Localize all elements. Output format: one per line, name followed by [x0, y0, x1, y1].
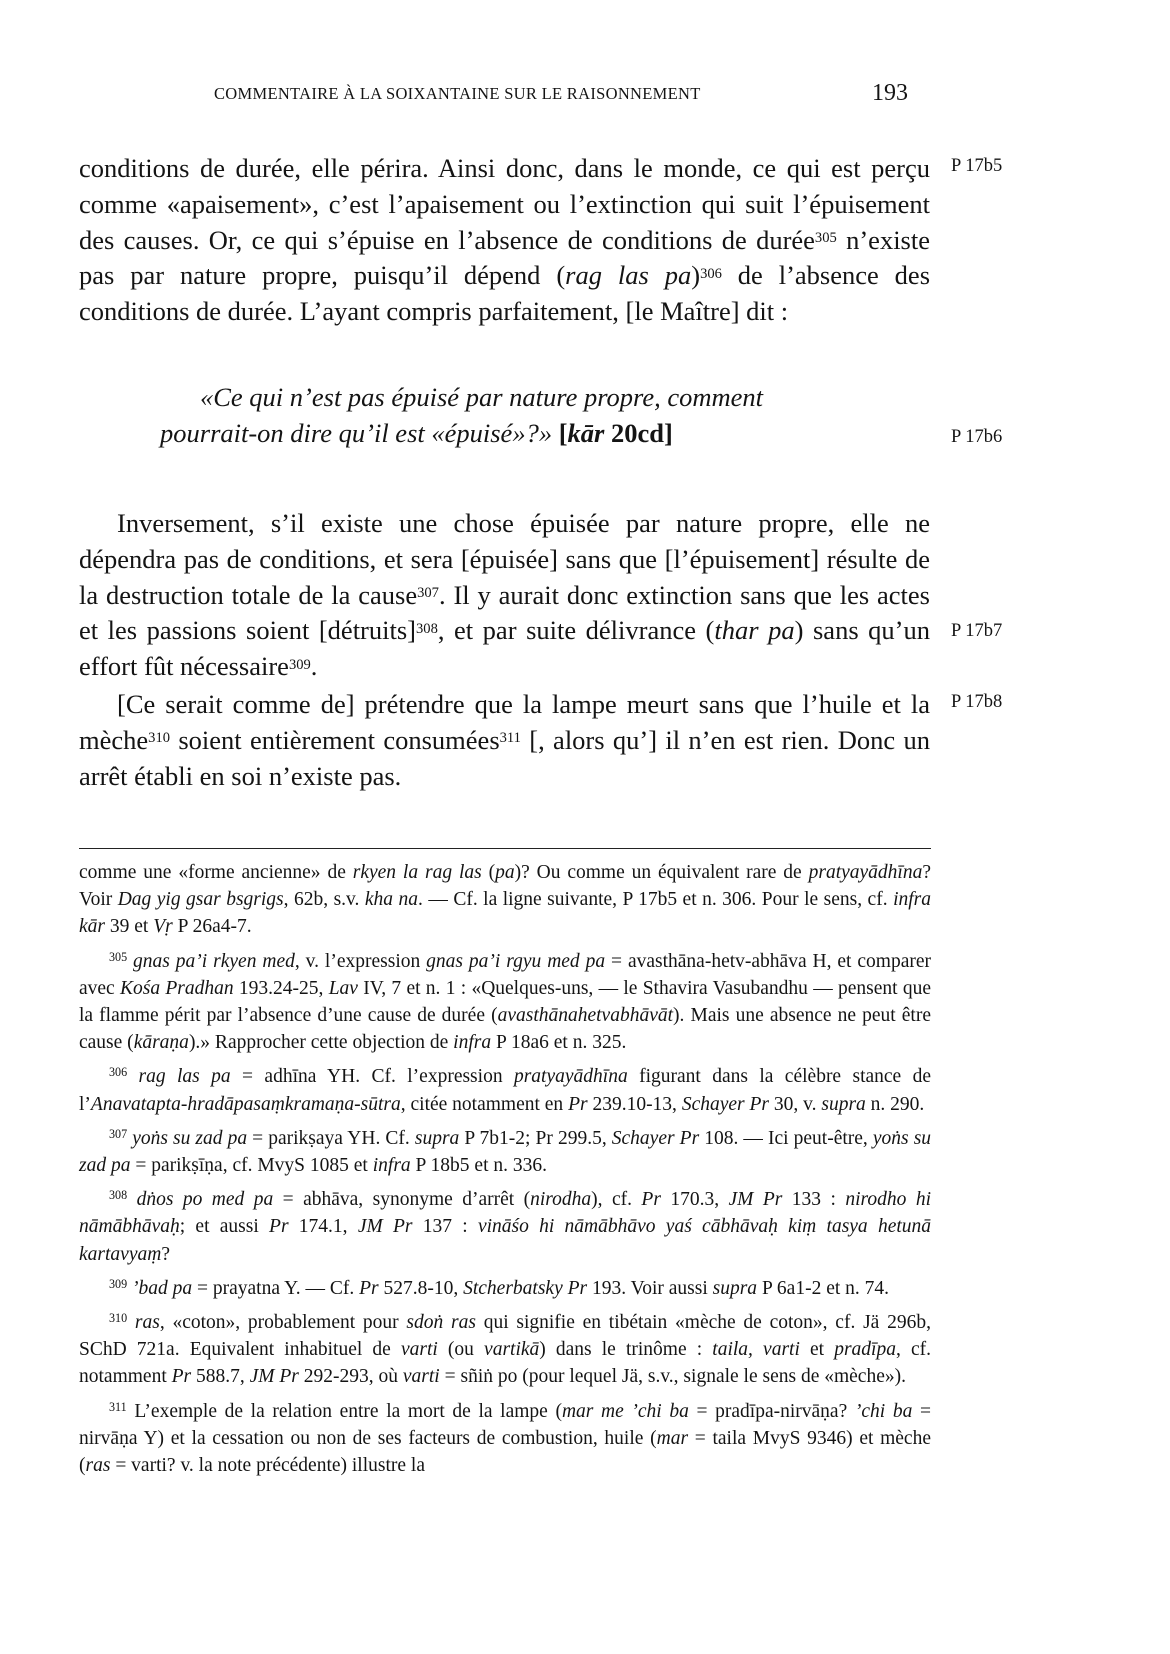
margin-ref-p17b8: P 17b8 — [951, 692, 1003, 712]
footnote-307: $^{307}$ yoṅs su zad pa = parikṣaya YH. Cf. supra P 7b1-2; Pr 299.5, Schayer Pr 108. — Ici peut-être, yoṅs su zad pa = parikṣīṇa, cf. MvyS 1085 et infra P 18b5 et n. 336. — [79, 1126, 932, 1177]
note-ref-307[interactable]: 307 — [417, 585, 439, 602]
verse-quotation — [160, 380, 880, 452]
note-ref-309[interactable]: 309 — [288, 656, 311, 673]
footnote-310: $^{310}$ ras, «coton», probablement pour sdoṅ ras qui signifie en tibétain «mèche de coton», cf. Jä 296b, SChD 721a. Equivalent inhabituel de varti (ou vartikā) dans le trinôme : taila, varti et pradīpa, cf. notamment Pr 588.7, JM Pr 292-293, où varti = sñiṅ po (pour lequel Jä, s.v., signale le sens de «mèche»). — [79, 1311, 931, 1388]
note-ref-308[interactable]: 308 — [416, 620, 438, 637]
margin-ref-p17b6: P 17b6 — [951, 427, 1003, 447]
footnote-divider — [79, 848, 931, 849]
verse-line-1: «Ce qui n’est pas épuisé par nature propre, comment — [200, 382, 764, 412]
paragraph-1: conditions de durée, elle périra. Ainsi donc, dans le monde, ce qui est perçu comme «apaisement», c’est l’apaisement ou l’extinction qui suit l’épuisement des causes. Or, ce qui s’épuise en l’absence de conditions de durée$^{305}$ n’existe pas par nature propre, puisqu’il dépend (rag las pa)$^{306}$ de l’absence des conditions de durée. L’ayant compris parfaitement, [le Maître] dit : — [79, 153, 931, 327]
footnote-continuation: comme une «forme ancienne» de rkyen la rag las (pa)? Ou comme un équivalent rare de pratyayādhīna? Voir Dag yig gsar bsgrigs, 62b, s.v. kha na. — Cf. la ligne suivante, P 17b5 et n. 306. Pour le sens, cf. infra kār 39 et Vṛ P 26a4-7. — [79, 862, 931, 938]
verse-line-2: pourrait-on dire qu’il est «épuisé»?» [kār 20cd] — [160, 417, 673, 448]
note-ref-311[interactable]: 311 — [499, 730, 521, 747]
margin-ref-p17b5: P 17b5 — [951, 156, 1003, 176]
margin-ref-p17b7: P 17b7 — [951, 621, 1003, 641]
footnote-308: $^{308}$ dṅos po med pa = abhāva, synonyme d’arrêt (nirodha), cf. Pr 170.3, JM Pr 133 : nirodho hi nāmābhāvaḥ; et aussi Pr 174.1, JM Pr 137 : vināśo hi nāmābhāvo yaś cābhāvaḥ kiṃ tasya hetunā kartavyaṃ? — [79, 1188, 932, 1265]
page-number: 193 — [872, 80, 908, 106]
footnote-306: $^{306}$ rag las pa = adhīna YH. Cf. l’expression pratyayādhīna figurant dans la célèbre stance de l’Anavatapta-hradāpasaṃkramaṇa-sūtra, citée notamment en Pr 239.10-13, Schayer Pr 30, v. supra n. 290. — [79, 1065, 931, 1115]
note-ref-310[interactable]: 310 — [148, 730, 170, 747]
paragraph-3: [Ce serait comme de] prétendre que la lampe meurt sans que l’huile et la mèche$^{310}$ soient entièrement consumées$^{311}$ [, alors qu’] il n’en est rien. Donc un arrêt établi en soi n’existe pas. — [79, 689, 930, 791]
note-ref-305[interactable]: 305 — [814, 230, 837, 247]
paragraph-2: Inversement, s’il existe une chose épuisée par nature propre, elle ne dépendra pas de conditions, et sera [épuisée] sans que [l’épuisement] résulte de la destruction totale de la cause$^{307}$. Il y aurait donc extinction sans que les actes et les passions soient [détruits]$^{308}$, et par suite délivrance (thar pa) sans qu’un effort fût nécessaire$^{309}$. — [79, 508, 931, 682]
footnote-309: $^{309}$ ’bad pa = prayatna Y. — Cf. Pr 527.8-10, Stcherbatsky Pr 193. Voir aussi supra P 6a1-2 et n. 74. — [109, 1276, 890, 1299]
note-ref-306[interactable]: 306 — [700, 265, 722, 282]
running-title: COMMENTAIRE À LA SOIXANTAINE SUR LE RAISONNEMENT — [214, 84, 701, 103]
karika-reference: [kār 20cd] — [558, 417, 673, 448]
footnotes — [79, 859, 931, 1486]
footnote-311: $^{311}$ L’exemple de la relation entre la mort de la lampe (mar me ’chi ba = pradīpa-nirvāṇa? ’chi ba = nirvāṇa Y) et la cessation ou non de ses facteurs de combustion, huile (mar = taila MvyS 9346) et mèche (ras = varti? v. la note précédente) illustre la — [79, 1399, 931, 1477]
footnote-305: $^{305}$ gnas pa’i rkyen med, v. l’expression gnas pa’i rgyu med pa = avasthāna-hetv-abhāva H, et comparer avec Kośa Pradhan 193.24-25, Lav IV, 7 et n. 1 : «Quelques-uns, — le Sthavira Vasubandhu — pensent que la flamme périt par l’absence d’une cause de durée (avasthānahetvabhāvāt). Mais une absence ne peut être cause (kāraṇa).» Rapprocher cette objection de infra P 18a6 et n. 325. — [79, 949, 932, 1054]
